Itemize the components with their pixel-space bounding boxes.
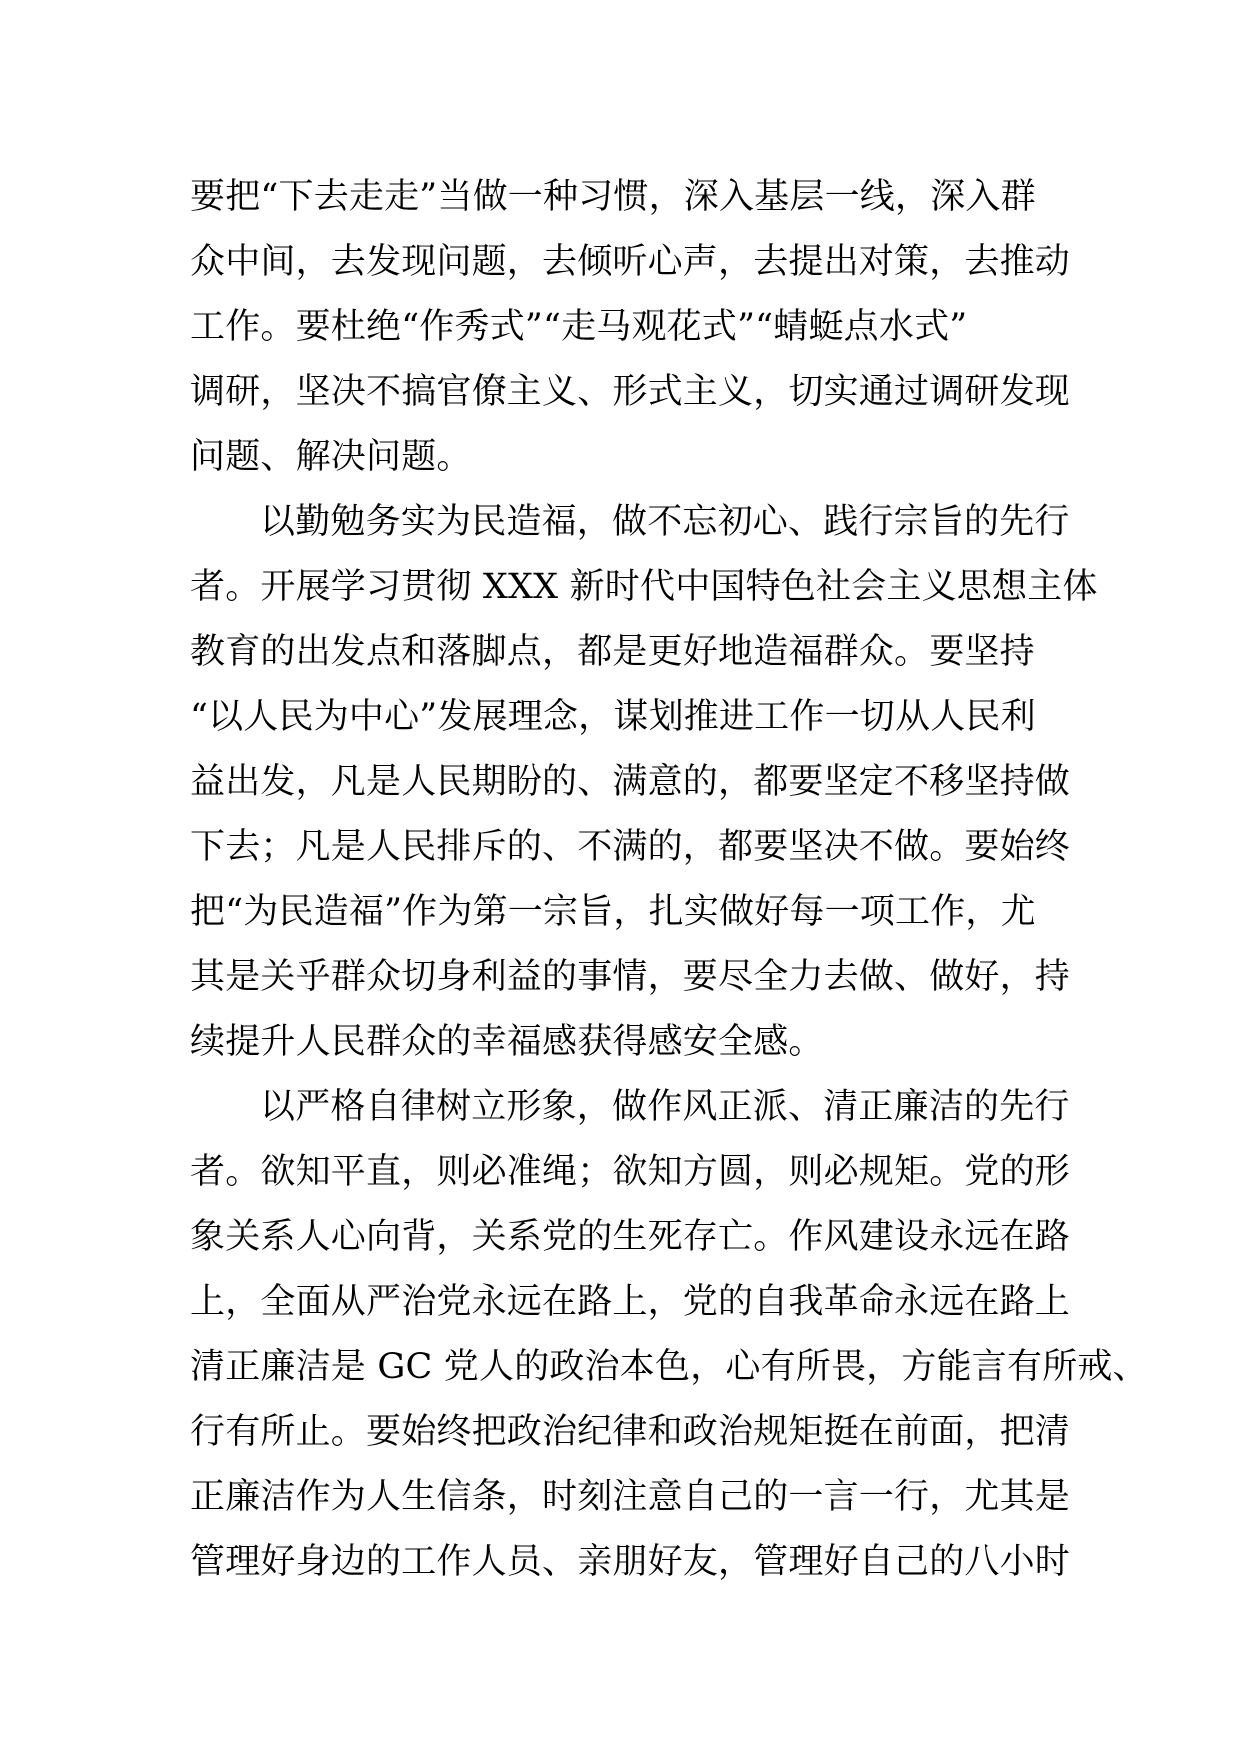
paragraph-2-line-6: 下去；凡是人民排斥的、不满的，都要坚决不做。要始终: [190, 827, 1071, 867]
paragraph-2-line-4: “以人民为中心”发展理念，谋划推进工作一切从人民利: [190, 697, 1036, 737]
paragraph-2-line-3: 教育的出发点和落脚点，都是更好地造福群众。要坚持: [190, 632, 1035, 672]
paragraph-3-line-3: 象关系人心向背，关系党的生死存亡。作风建设永远在路: [190, 1217, 1071, 1257]
paragraph-1-line-5: 问题、解决问题。: [190, 437, 472, 477]
paragraph-3-line-8: 管理好身边的工作人员、亲朋好友，管理好自己的八小时: [190, 1542, 1071, 1582]
paragraph-3-line-7: 正廉洁作为人生信条，时刻注意自己的一言一行，尤其是: [190, 1477, 1071, 1517]
paragraph-2-line-8: 其是关乎群众切身利益的事情，要尽全力去做、做好，持: [190, 957, 1071, 997]
body-text: [190, 165, 1148, 1595]
paragraph-3-line-1: 以严格自律树立形象，做作风正派、清正廉洁的先行: [260, 1087, 1070, 1127]
paragraph-3-line-6: 行有所止。要始终把政治纪律和政治规矩挺在前面，把清: [190, 1412, 1071, 1452]
paragraph-2-line-5: 益出发，凡是人民期盼的、满意的，都要坚定不移坚持做: [190, 762, 1071, 802]
paragraph-2-line-9: 续提升人民群众的幸福感获得感安全感。: [190, 1022, 824, 1062]
paragraph-1-line-1: 要把“下去走走”当做一种习惯，深入基层一线，深入群: [190, 177, 1036, 217]
paragraph-2-line-7: 把“为民造福”作为第一宗旨，扎实做好每一项工作，尤: [190, 892, 1036, 932]
paragraph-2-line-2: 者。开展学习贯彻 XXX 新时代中国特色社会主义思想主体: [190, 567, 1098, 607]
paragraph-3-line-2: 者。欲知平直，则必准绳；欲知方圆，则必规矩。党的形: [190, 1152, 1071, 1192]
paragraph-3-line-4: 上，全面从严治党永远在路上，党的自我革命永远在路上: [190, 1282, 1071, 1322]
paragraph-1-line-4: 调研，坚决不搞官僚主义、形式主义，切实通过调研发现: [190, 372, 1071, 412]
paragraph-3-line-5: 清正廉洁是 GC 党人的政治本色，心有所畏，方能言有所戒、: [190, 1347, 1148, 1387]
paragraph-2-line-1: 以勤勉务实为民造福，做不忘初心、践行宗旨的先行: [260, 502, 1070, 542]
paragraph-1-line-2: 众中间，去发现问题，去倾听心声，去提出对策，去推动: [190, 242, 1071, 282]
paragraph-1-line-3: 工作。要杜绝“作秀式”“走马观花式”“蜻蜓点水式”: [190, 307, 968, 347]
